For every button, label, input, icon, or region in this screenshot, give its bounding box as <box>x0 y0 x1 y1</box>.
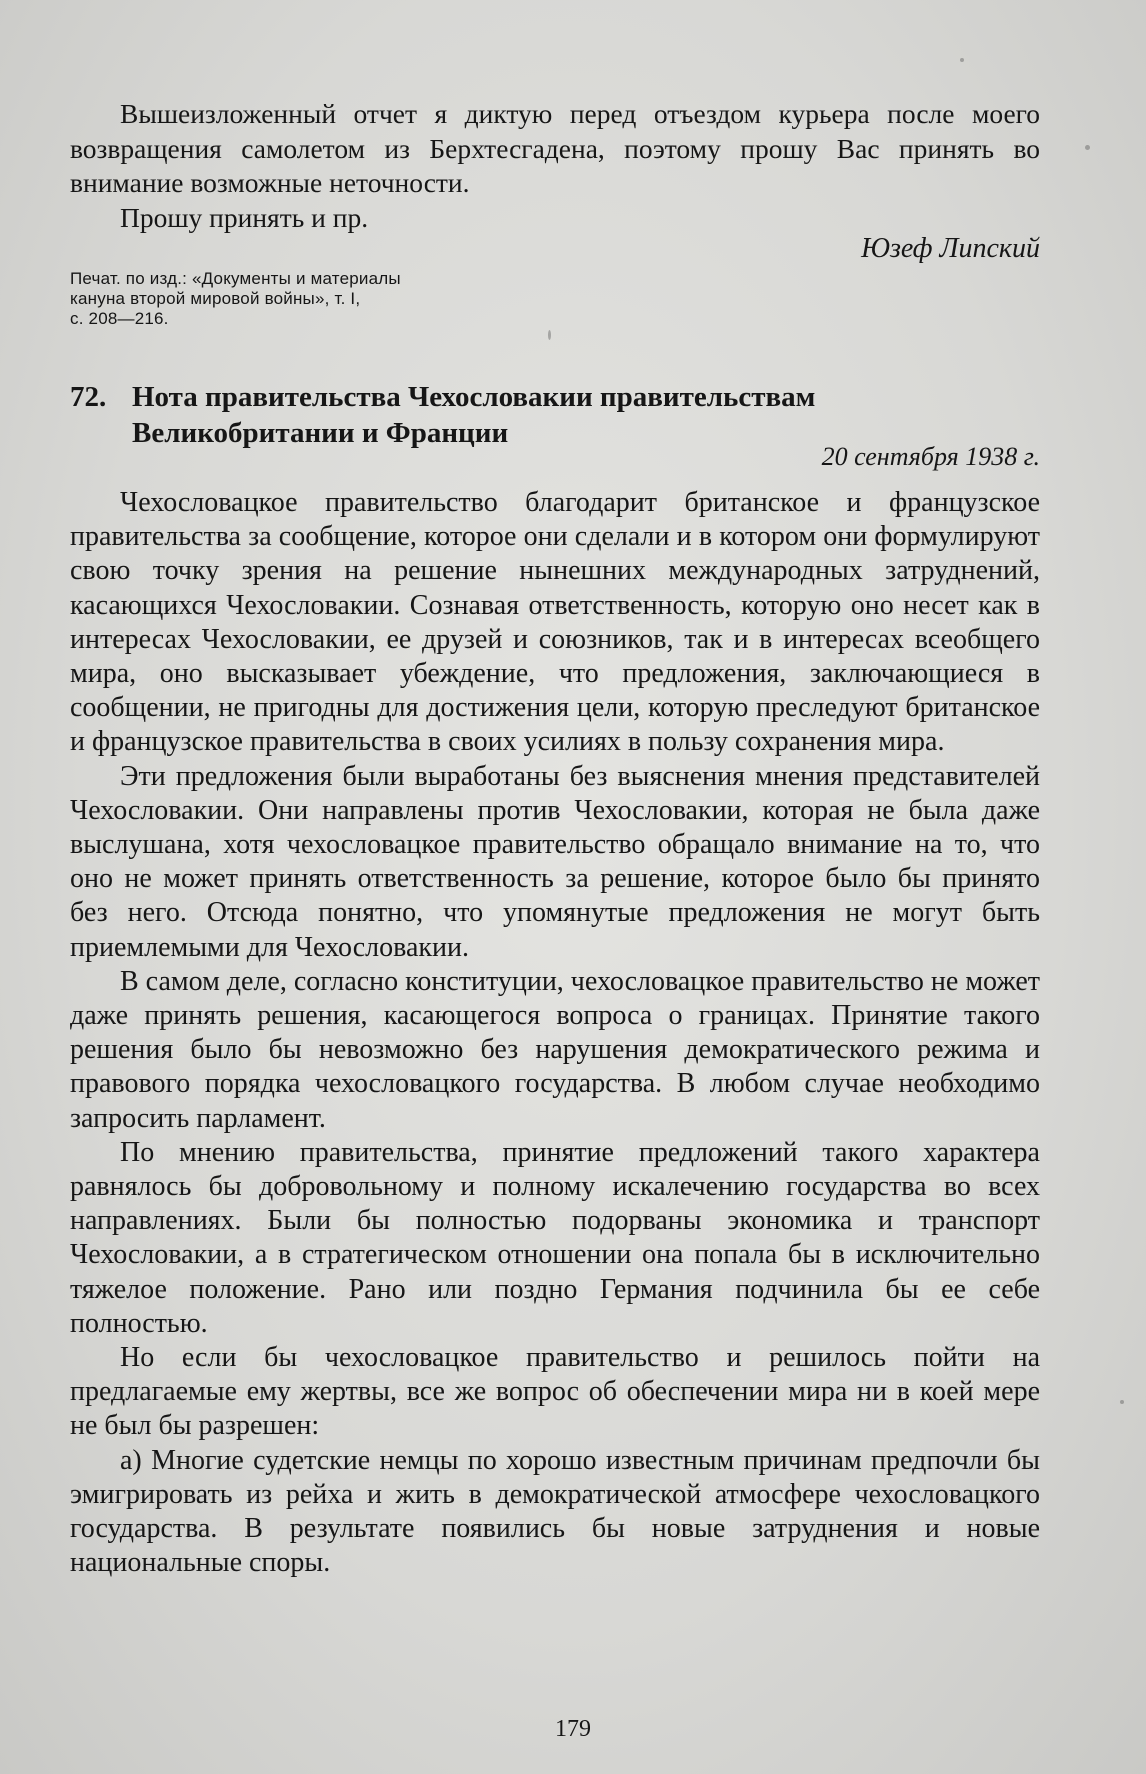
speck <box>1120 1400 1124 1404</box>
document-title-line2: Великобритании и Франции <box>132 417 509 449</box>
body-paragraph: Но если бы чехословацкое правительство и решилось пойти на предлагаемые ему жертвы, все же вопрос об обеспечении мира ни в коей мере не был бы разрешен: <box>70 1342 1040 1442</box>
body-paragraph: а) Многие судетские немцы по хорошо известным причинам предпочли бы эмигрировать из рейха и жить в демократической атмосфере чехословацкого государства. В результате появились бы новые затруднения и новые национальные споры. <box>70 1444 1040 1579</box>
body-paragraph: Эти предложения были выработаны без выяснения мнения представителей Чехословакии. Они направлены против Чехословакии, которая не была даже выслушана, хотя чехословацкое правительство обращало внимание на то, что оно не может принять ответственность за решение, которое было бы принято без него. Отсюда понятно, что упомянутые предложения не могут быть приемлемыми для Чехословакии. <box>70 760 1040 963</box>
previous-document-ending <box>70 97 1040 267</box>
document-body <box>70 486 1040 1581</box>
body-paragraph: В самом деле, согласно конституции, чехословацкое правительство не может даже принять решения, касающегося вопроса о границах. Принятие такого решения было бы невозможно без нарушения демократического режима и правового порядка чехословацкого государства. В любом случае необходимо запросить парламент. <box>70 965 1040 1134</box>
signature: Юзеф Липский <box>861 233 1040 264</box>
document-number: 72. <box>70 381 107 413</box>
closing-paragraph: Вышеизложенный отчет я диктую перед отъездом курьера после моего возвращения самолетом из Берхтесгадена, поэтому прошу Вас принять во внимание возможные неточности. <box>70 98 1040 198</box>
speck <box>960 58 964 62</box>
source-citation <box>70 269 550 329</box>
document-title-line1: Нота правительства Чехословакии правительствам <box>132 381 816 413</box>
page-number: 179 <box>555 1716 591 1742</box>
document-date: 20 сентября 1938 г. <box>821 442 1040 471</box>
source-line: Печат. по изд.: «Документы и материалы <box>70 269 401 288</box>
speck <box>548 330 551 340</box>
body-paragraph: Чехословацкое правительство благодарит британское и французское правительства за сообщение, которое они сделали и в котором они формулируют свою точку зрения на решение нынешних международных затруднений, касающихся Чехословакии. Сознавая ответственность, которую оно несет как в интересах Чехословакии, ее друзей и союзников, так и в интересах всеобщего мира, оно высказывает убеждение, что предложения, заключающиеся в сообщении, не пригодны для достижения цели, которую преследуют британское и французское правительства в своих усилиях в пользу сохранения мира. <box>70 487 1040 758</box>
closing-formula: Прошу принять и пр. <box>120 201 369 233</box>
body-paragraph: По мнению правительства, принятие предложений такого характера равнялось бы добровольному и полному искалечению государства во всех направлениях. Были бы полностью подорваны экономика и транспорт Чехословакии, а в стратегическом отношении она попала бы в исключительно тяжелое положение. Рано или поздно Германия подчинила бы ее себе полностью. <box>70 1136 1040 1339</box>
document-heading <box>70 379 1050 451</box>
source-line: с. 208—216. <box>70 309 169 328</box>
speck <box>1085 145 1090 150</box>
source-line: кануна второй мировой войны», т. I, <box>70 289 361 308</box>
